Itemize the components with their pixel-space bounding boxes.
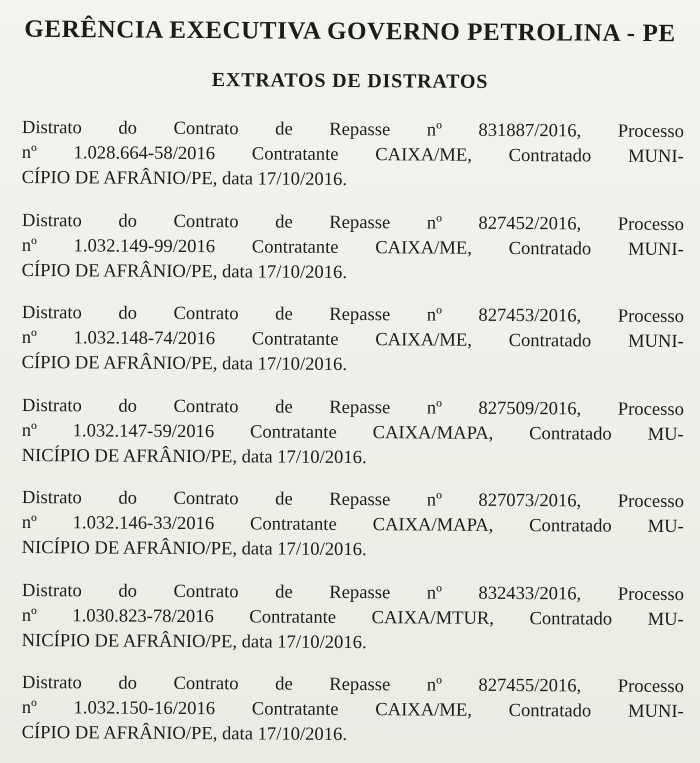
extract-line: Distrato do Contrato de Repasse nº 827455/2016, Processo bbox=[21, 671, 684, 698]
extract-item bbox=[22, 115, 684, 194]
extract-line: CÍPIO DE AFRÂNIO/PE, data 17/10/2016. bbox=[21, 351, 348, 375]
extract-item bbox=[22, 208, 684, 287]
extract-line: Distrato do Contrato de Repasse nº 831887/2016, Processo bbox=[21, 116, 684, 143]
extract-line: CÍPIO DE AFRÂNIO/PE, data 17/10/2016. bbox=[21, 721, 348, 745]
extract-item bbox=[22, 393, 684, 472]
extract-line: nº 1.032.148-74/2016 Contratante CAIXA/ME, Contratado MUNI- bbox=[21, 326, 684, 353]
extract-line: NICÍPIO DE AFRÂNIO/PE, data 17/10/2016. bbox=[21, 536, 367, 561]
extract-item bbox=[22, 300, 684, 379]
extract-line: CÍPIO DE AFRÂNIO/PE, data 17/10/2016. bbox=[21, 259, 348, 283]
extract-line: nº 1.028.664-58/2016 Contratante CAIXA/ME, Contratado MUNI- bbox=[21, 141, 684, 168]
page-title: GERÊNCIA EXECUTIVA GOVERNO PETROLINA - PE bbox=[24, 15, 676, 48]
extract-line: Distrato do Contrato de Repasse nº 827453/2016, Processo bbox=[21, 301, 684, 328]
extract-item bbox=[22, 670, 684, 749]
extract-line: nº 1.032.147-59/2016 Contratante CAIXA/MAPA, Contratado MU- bbox=[21, 419, 684, 445]
extract-line: nº 1.030.823-78/2016 Contratante CAIXA/MTUR, Contratado MU- bbox=[21, 604, 684, 630]
extract-line: Distrato do Contrato de Repasse nº 832433/2016, Processo bbox=[21, 579, 684, 605]
extract-line: Distrato do Contrato de Repasse nº 827509/2016, Processo bbox=[21, 394, 684, 420]
extract-line: nº 1.032.149-99/2016 Contratante CAIXA/ME, Contratado MUNI- bbox=[21, 234, 684, 260]
extract-line: NICÍPIO DE AFRÂNIO/PE, data 17/10/2016. bbox=[21, 444, 367, 468]
extract-line: nº 1.032.150-16/2016 Contratante CAIXA/ME, Contratado MUNI- bbox=[21, 696, 684, 723]
extract-line: Distrato do Contrato de Repasse nº 827073/2016, Processo bbox=[21, 486, 684, 513]
section-subtitle: EXTRATOS DE DISTRATOS bbox=[211, 69, 489, 93]
extract-line: CÍPIO DE AFRÂNIO/PE, data 17/10/2016. bbox=[21, 166, 348, 190]
extracts-list bbox=[22, 115, 684, 763]
extract-line: nº 1.032.146-33/2016 Contratante CAIXA/MAPA, Contratado MU- bbox=[21, 511, 684, 538]
extract-item bbox=[22, 578, 684, 657]
extract-item bbox=[22, 485, 684, 564]
extract-line: NICÍPIO DE AFRÂNIO/PE, data 17/10/2016. bbox=[21, 629, 367, 653]
extract-line: Distrato do Contrato de Repasse nº 827452/2016, Processo bbox=[21, 209, 684, 235]
